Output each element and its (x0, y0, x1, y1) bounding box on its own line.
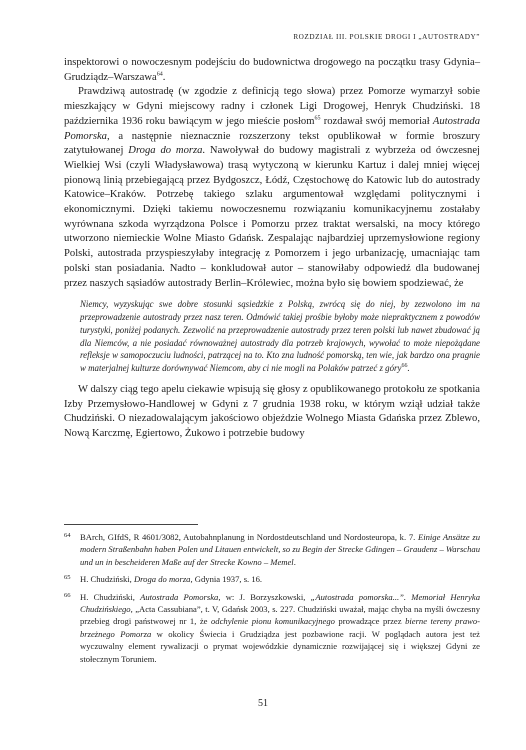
footnote-number: 65 (64, 574, 71, 582)
footnote-66 (64, 591, 480, 665)
main-text (64, 56, 480, 442)
footnote-number: 64 (64, 532, 71, 539)
footnote-number: 66 (64, 591, 71, 599)
footnote-text: H. Chudziński, Droga do morza, Gdynia 1937, s. 16. (80, 574, 263, 585)
paragraph-2: Prawdziwą autostradę (w zgodzie z definicją tego słowa) przez Pomorze wymarzył sobie mieszkający w Gdyni miejscowy radny i członek Ligi Drogowej, Henryk Chudziński. 18 października 1936 roku bawiącym w jego mieście posłom$^{65}$ rozdawał swój memoriał Autostrada Pomorska, a następnie nieznacznie rozszerzony tekst opublikował w formie broszury zatytułowanej Droga do morza. Nawoływał do budowy magistrali z wybrzeża od ówczesnej Wielkiej Wsi (czyli Władysławowa) trasą wytyczoną w kierunku Kartuz i dalej mniej więcej pionową linią przebiegającą przez Bydgoszcz, Łódź, Częstochowę do Katowic lub do autostrady Katowice–Kraków. Potrzebę takiego szlaku argumentował względami politycznymi i ekonomicznymi. Dzięki takiemu nowoczesnemu rozwiązaniu komunikacyjnemu zostałaby wyrównana szkoda wyrządzona Polsce i Pomorzu przez traktat wersalski, na mocy którego utworzono niemieckie Wolne Miasto Gdańsk. Zespalając najbardziej uprzemysłowione regiony Polski, autostrada przyspieszyłaby integrację z Pomorzem i jego urbanizację, umacniając tam polski stan posiadania. Nadto – konkludował autor – stanowiłaby odpowiedź dla budowanej przez naszych sąsiadów autostrady Berlin–Królewiec, można było się bowiem spodziewać, że (64, 86, 481, 289)
quote-text: Niemcy, wyzyskując swe dobre stosunki sąsiedzkie z Polską, zwrócą się do niej, by zezwolono im na przeprowadzenie autostrady przez nasz teren. Odmówić takiej prośbie byłoby może niepraktycznem z powodów turystyki, poniżej podanych. Zezwolić na przeprowadzenie autostrady przez teren polski lub nawet zbudować ją dla Niemców, a nie posiadać równoważnej autostrady dla potrzeb krajowych, wywołać to może niepożądane refleksje w samopoczuciu ludności, patrzącej na to. Kto zna ludność pomorską, ten wie, jak bardzo ona pragnie w materjalnej kulturze dorównywać Niemcom, aby ci nie mogli na Polaków patrzeć z góry (80, 299, 480, 374)
paragraph-1: inspektorowi o nowoczesnym podejściu do budownictwa drogowego na początku trasy Gdynia–Grudziądz–Warszawa$^{64}$. (64, 57, 480, 83)
footnote-ref-64[interactable]: 64 (156, 71, 163, 78)
page-number: 51 (258, 698, 268, 709)
running-head: ROZDZIAŁ III. POLSKIE DROGI I „AUTOSTRADY” (293, 33, 480, 41)
footnote-text: H. Chudziński, Autostrada Pomorska, w: J. Borzyszkowski, „Autostrada pomorska...”. Memoriał Henryka Chudzińskiego, „Acta Cassubiana”, t. V, Gdańsk 2003, s. 227. Chudziński uważał, mając chyba na myśli ówczesny przebieg drogi państwowej nr 1, że odchylenie pionu komunikacyjnego prowadzące przez bierne tereny prawo-brzeżnego Pomorza w okolicy Świecia i Grudziądza jest pozbawione racji. W poglądach autora jest też wyczuwalny element rywalizacji o prymat wojewódzkie dynamicznie rozwijającej się i większej Gdyni ze stołecznym Toruniem. (80, 591, 481, 664)
paragraph-3: W dalszy ciąg tego apelu ciekawie wpisują się głosy z opublikowanego protokołu ze spotkania Izby Przemysłowo-Handlowej w Gdyni z 7 grudnia 1938 roku, w którym wziął udział także Chudziński. O niezadowalającym jakościowo objeździe Wolnego Miasta Gdańska przez Zblewo, Nową Karczmę, Egiertowo, Żukowo i potrzebie budowy (64, 384, 480, 440)
footnote-text: BArch, GIfdS, R 4601/3082, Autobahnplanung in Nordostdeutschland und Nordosteuropa, k. 7. Einige Ansätze zu modern Straßenbahn haben Polen und Litauen entwickelt, so zu Begin der Strecke Gdingen – Graudenz – Warschau und un in bescheideren Maße auf der Strecke Kowno – Memel. (80, 532, 480, 567)
footnotes (64, 531, 480, 670)
title-droga-do-morza: Droga do morza (128, 145, 203, 157)
footnote-separator (64, 524, 198, 525)
block-quote: Niemcy, wyzyskując swe dobre stosunki sąsiedzkie z Polską, zwrócą się do niej, by zezwolono im na przeprowadzenie autostrady przez nasz teren. Odmówić takiej prośbie byłoby może niepraktycznem z powodów turystyki, poniżej podanych. Zezwolić na przeprowadzenie autostrady przez teren polski lub nawet zbudować ją dla Niemców, a nie posiadać równoważnej autostrady dla potrzeb krajowych, wywołać to może niepożądane refleksje w samopoczuciu ludności, patrzącej na to. Kto zna ludność pomorską, ten wie, jak bardzo ona pragnie w materjalnej kulturze dorównywać Niemcom, aby ci nie mogli na Polaków patrzeć z góry$^{66}$. (80, 299, 480, 374)
footnote-65 (64, 573, 480, 585)
footnote-64 (64, 531, 480, 568)
footnote-ref-66[interactable]: 66 (401, 363, 408, 370)
title-autostrada-pomorska: Autostrada Pomorska (64, 115, 481, 142)
footnote-ref-65[interactable]: 65 (314, 115, 321, 122)
